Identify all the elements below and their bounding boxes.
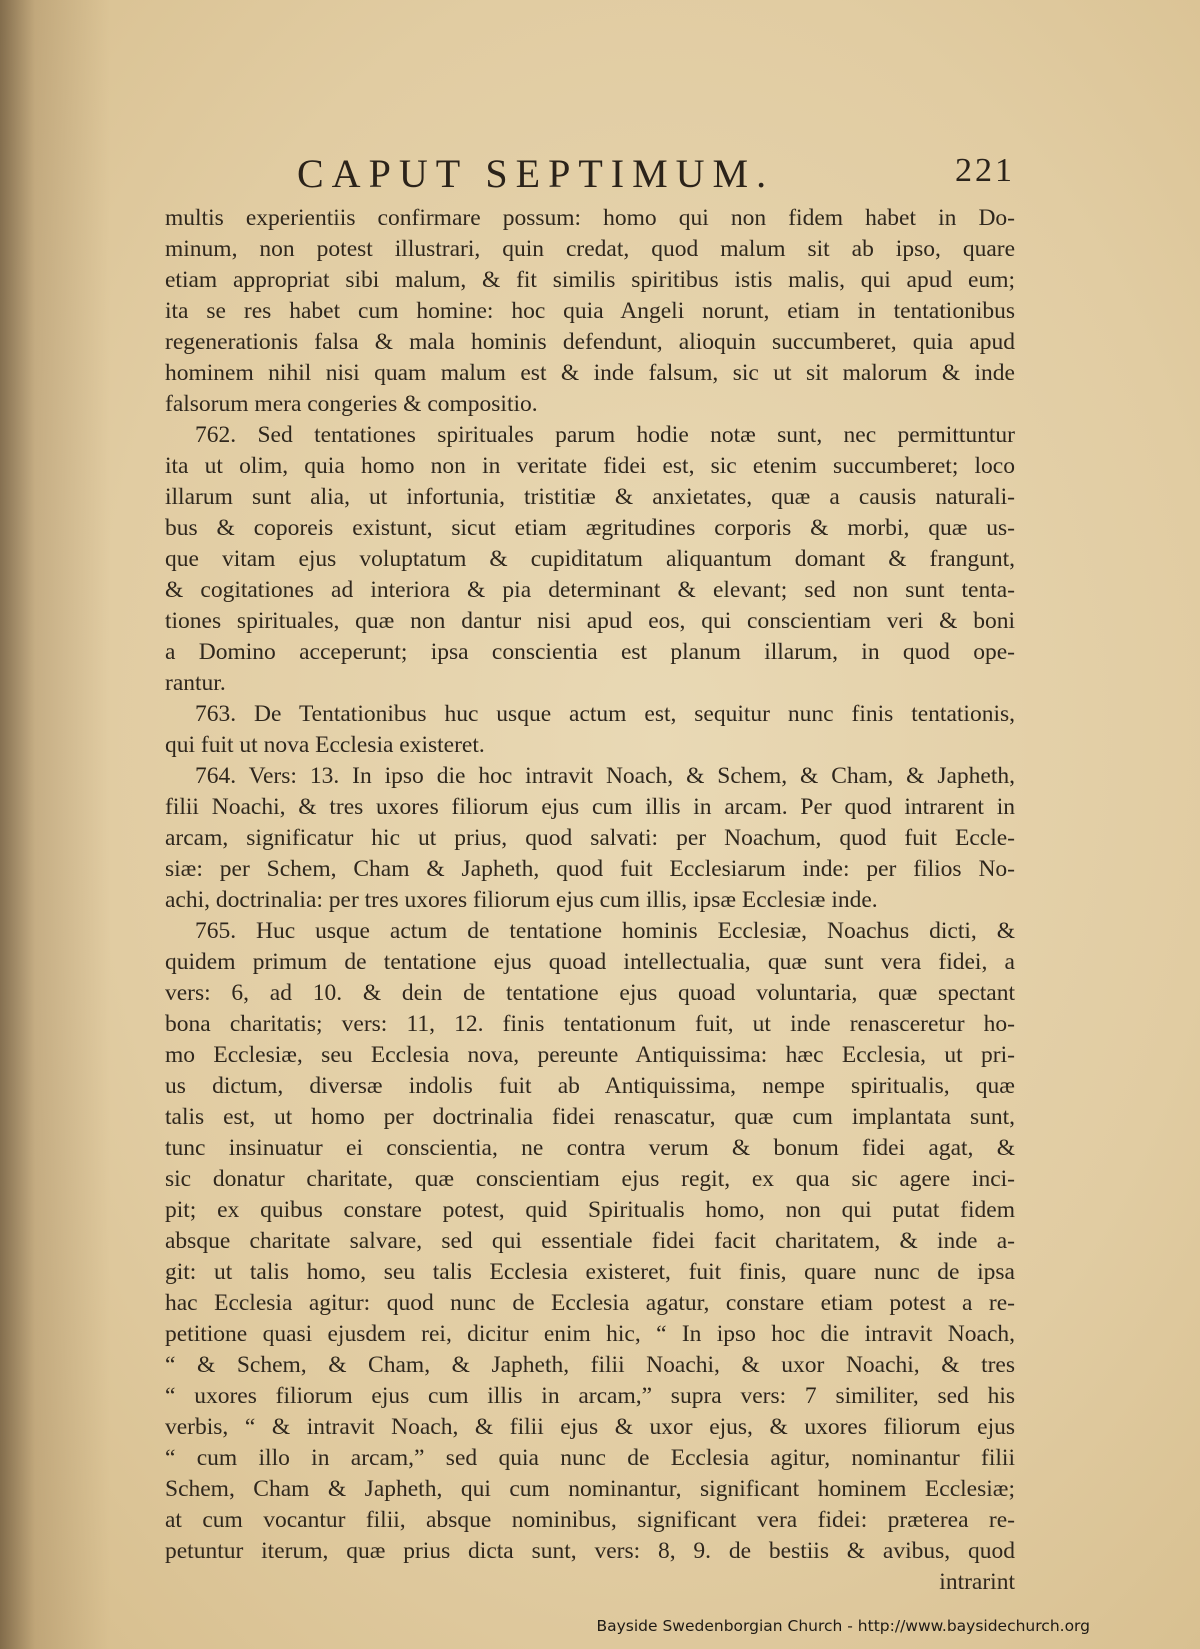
text-line: talis est, ut homo per doctrinalia fidei renascatur, quæ cum implantata sunt, (165, 1104, 1015, 1130)
text-line: qui fuit ut nova Ecclesia existeret. (165, 732, 485, 758)
text-line: hac Ecclesia agitur: quod nunc de Ecclesia agatur, constare etiam potest a re- (165, 1290, 1015, 1316)
text-line: bona charitatis; vers: 11, 12. finis tentationum fuit, ut inde renasceretur ho- (165, 1011, 1015, 1037)
text-line: absque charitate salvare, sed qui essentiale fidei facit charitatem, & inde a- (165, 1228, 1015, 1254)
footer-credit: Bayside Swedenborgian Church - http://www.baysidechurch.org (596, 1617, 1090, 1635)
text-line: sic donatur charitate, quæ conscientiam ejus regit, ex qua sic agere inci- (165, 1166, 1015, 1192)
text-line: Schem, Cham & Japheth, qui cum nominantur, significant hominem Ecclesiæ; (165, 1476, 1015, 1502)
page-number: 221 (955, 152, 1015, 189)
text-line: falsorum mera congeries & compositio. (165, 391, 538, 417)
text-line: multis experientiis confirmare possum: homo qui non fidem habet in Do- (165, 205, 1015, 231)
text-line: mo Ecclesiæ, seu Ecclesia nova, pereunte Antiquissima: hæc Ecclesia, ut pri- (165, 1042, 1015, 1068)
text-line: 765. Huc usque actum de tentatione hominis Ecclesiæ, Noachus dicti, & (195, 918, 1015, 944)
text-line: arcam, significatur hic ut prius, quod salvati: per Noachum, quod fuit Eccle- (165, 825, 1015, 851)
text-line: etiam appropriat sibi malum, & fit similis spiritibus istis malis, qui apud eum; (165, 267, 1015, 293)
text-line: a Domino acceperunt; ipsa conscientia est planum illarum, in quod ope- (165, 639, 1015, 665)
text-line: petitione quasi ejusdem rei, dicitur enim hic, “ In ipso hoc die intravit Noach, (165, 1321, 1015, 1347)
text-line: hominem nihil nisi quam malum est & inde falsum, sic ut sit malorum & inde (165, 360, 1015, 386)
text-line: vers: 6, ad 10. & dein de tentatione ejus quoad voluntaria, quæ spectant (165, 980, 1015, 1006)
text-line: siæ: per Schem, Cham & Japheth, quod fuit Ecclesiarum inde: per filios No- (165, 856, 1015, 882)
text-line: filii Noachi, & tres uxores filiorum ejus cum illis in arcam. Per quod intrarent in (165, 794, 1015, 820)
text-line: “ cum illo in arcam,” sed quia nunc de Ecclesia agitur, nominantur filii (165, 1445, 1015, 1471)
text-line: illarum sunt alia, ut infortunia, tristitiæ & anxietates, quæ a causis naturali- (165, 484, 1015, 510)
text-line: tiones spirituales, quæ non dantur nisi apud eos, qui conscientiam veri & boni (165, 608, 1015, 634)
text-line: us dictum, diversæ indolis fuit ab Antiquissima, nempe spiritualis, quæ (165, 1073, 1015, 1099)
text-line: minum, non potest illustrari, quin credat, quod malum sit ab ipso, quare (165, 236, 1015, 262)
text-line: regenerationis falsa & mala hominis defendunt, alioquin succumberet, quia apud (165, 329, 1015, 355)
text-line: bus & coporeis existunt, sicut etiam ægritudines corporis & morbi, quæ us- (165, 515, 1015, 541)
body-text (165, 203, 1015, 1598)
text-line: 762. Sed tentationes spirituales parum hodie notæ sunt, nec permittuntur (195, 422, 1015, 448)
text-line: 763. De Tentationibus huc usque actum est, sequitur nunc finis tentationis, (195, 701, 1015, 727)
text-line: “ uxores filiorum ejus cum illis in arcam,” supra vers: 7 similiter, sed his (165, 1383, 1015, 1409)
text-line: ita se res habet cum homine: hoc quia Angeli norunt, etiam in tentationibus (165, 298, 1015, 324)
text-line: 764. Vers: 13. In ipso die hoc intravit Noach, & Schem, & Cham, & Japheth, (195, 763, 1015, 789)
text-line: que vitam ejus voluptatum & cupiditatum aliquantum domant & frangunt, (165, 546, 1015, 572)
running-head: CAPUT SEPTIMUM. (297, 151, 775, 196)
text-line: ita ut olim, quia homo non in veritate fidei est, sic etenim succumberet; loco (165, 453, 1015, 479)
text-line: git: ut talis homo, seu talis Ecclesia existeret, fuit finis, quare nunc de ipsa (165, 1259, 1015, 1285)
text-line: petuntur iterum, quæ prius dicta sunt, vers: 8, 9. de bestiis & avibus, quod (165, 1538, 1015, 1564)
text-line: at cum vocantur filii, absque nominibus, significant vera fidei: præterea re- (165, 1507, 1015, 1533)
text-line: rantur. (165, 670, 226, 696)
text-line: achi, doctrinalia: per tres uxores filiorum ejus cum illis, ipsæ Ecclesiæ inde. (165, 887, 878, 913)
text-line: “ & Schem, & Cham, & Japheth, filii Noachi, & uxor Noachi, & tres (165, 1352, 1015, 1378)
text-line: intrarint (939, 1569, 1015, 1595)
text-line: pit; ex quibus constare potest, quid Spiritualis homo, non qui putat fidem (165, 1197, 1015, 1223)
text-line: tunc insinuatur ei conscientia, ne contra verum & bonum fidei agat, & (165, 1135, 1015, 1161)
page-header (165, 150, 1015, 200)
text-line: verbis, “ & intravit Noach, & filii ejus & uxor ejus, & uxores filiorum ejus (165, 1414, 1015, 1440)
text-line: quidem primum de tentatione ejus quoad intellectualia, quæ sunt vera fidei, a (165, 949, 1015, 975)
text-line: & cogitationes ad interiora & pia determinant & elevant; sed non sunt tenta- (165, 577, 1015, 603)
